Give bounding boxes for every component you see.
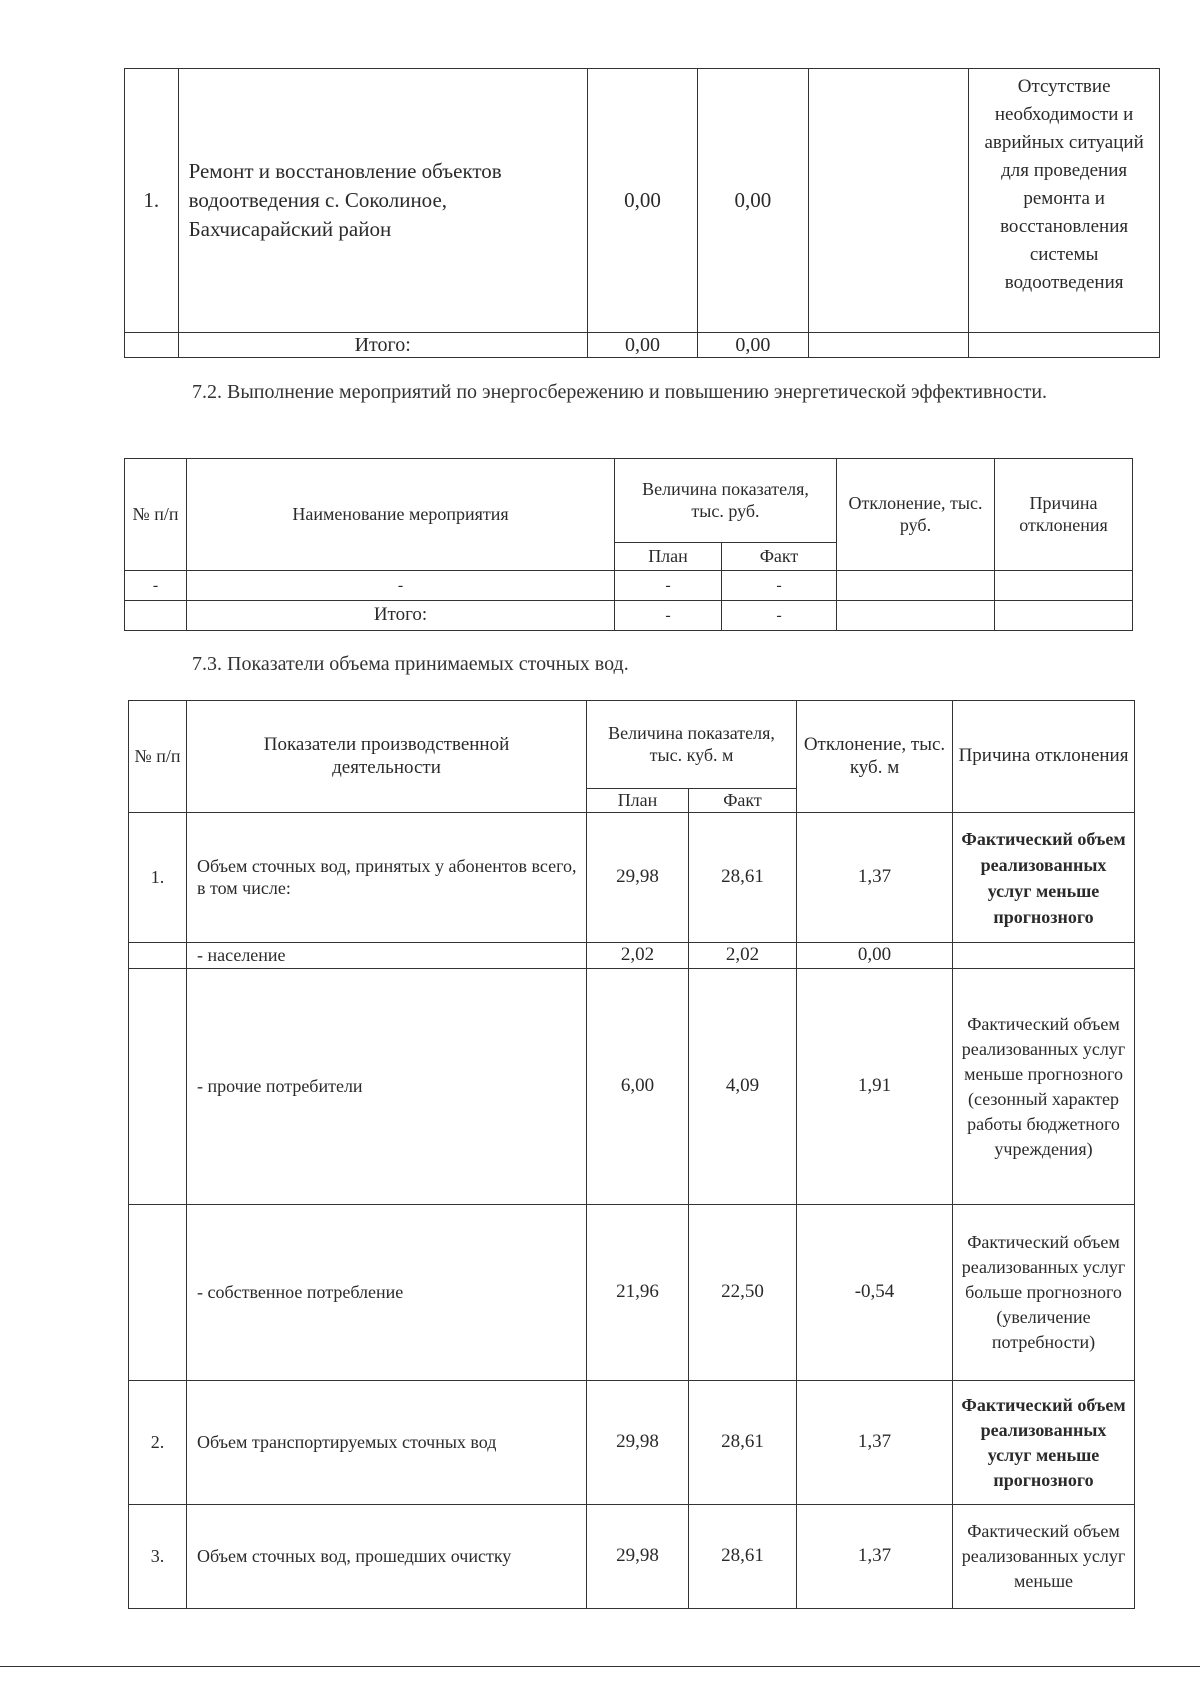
section-7-3-heading: 7.3. Показатели объема принимаемых сточных вод. <box>192 653 629 675</box>
table-row <box>129 813 1135 943</box>
row-name: - <box>187 571 615 601</box>
section-7-2-heading: 7.2. Выполнение мероприятий по энергосбережению и повышению энергетической эффективности. <box>192 381 1048 403</box>
total-label: Итого: <box>187 601 615 631</box>
row-reason: Фактический объем реализованных услуг меньше прогнозного (сезонный характер работы бюджетного учреждения) <box>953 969 1135 1205</box>
row-name: Объем сточных вод, прошедших очистку <box>187 1505 587 1609</box>
total-label: Итого: <box>178 333 587 358</box>
row-fact: 4,09 <box>689 969 797 1205</box>
row-fact: 22,50 <box>689 1205 797 1381</box>
row-name: - собственное потребление <box>187 1205 587 1381</box>
table-row <box>129 969 1135 1205</box>
energy-saving-table <box>124 458 1133 631</box>
row-deviation: 1,91 <box>797 969 953 1205</box>
row-fact: - <box>722 571 837 601</box>
row-deviation: 0,00 <box>797 943 953 969</box>
row-deviation: 1,37 <box>797 813 953 943</box>
row-reason: Фактический объем реализованных услуг меньше прогнозного <box>953 813 1135 943</box>
row-plan: 29,98 <box>587 1505 689 1609</box>
row-reason <box>995 571 1133 601</box>
row-fact: 28,61 <box>689 1381 797 1505</box>
row-fact: 28,61 <box>689 1505 797 1609</box>
row-number: 1. <box>125 69 179 333</box>
header-reason: Причина отклонения <box>953 701 1135 813</box>
row-name: Объем сточных вод, принятых у абонентов всего, в том числе: <box>187 813 587 943</box>
table-row <box>129 1505 1135 1609</box>
row-num: 1. <box>129 813 187 943</box>
row-deviation <box>837 571 995 601</box>
total-plan: - <box>615 601 722 631</box>
page-bottom-rule <box>0 1666 1200 1667</box>
row-plan: - <box>615 571 722 601</box>
row-plan: 29,98 <box>587 1381 689 1505</box>
row-reason: Фактический объем реализованных услуг больше прогнозного (увеличение потребности) <box>953 1205 1135 1381</box>
table-row <box>129 1381 1135 1505</box>
total-deviation <box>808 333 969 358</box>
header-plan: План <box>615 543 722 571</box>
plan-value: 0,00 <box>587 69 697 333</box>
table-row <box>129 943 1135 969</box>
header-deviation: Отклонение, тыс. руб. <box>837 459 995 571</box>
row-num <box>129 969 187 1205</box>
header-value: Величина показателя, тыс. руб. <box>615 459 837 543</box>
header-name: Наименование мероприятия <box>187 459 615 571</box>
row-name: Объем транспортируемых сточных вод <box>187 1381 587 1505</box>
total-spacer <box>125 601 187 631</box>
row-plan: 6,00 <box>587 969 689 1205</box>
row-plan: 21,96 <box>587 1205 689 1381</box>
total-fact: - <box>722 601 837 631</box>
row-reason: Фактический объем реализованных услуг меньше прогнозного <box>953 1381 1135 1505</box>
row-num <box>129 943 187 969</box>
row-deviation: -0,54 <box>797 1205 953 1381</box>
row-deviation: 1,37 <box>797 1505 953 1609</box>
row-plan: 2,02 <box>587 943 689 969</box>
row-reason: Фактический объем реализованных услуг меньше <box>953 1505 1135 1609</box>
header-plan: План <box>587 789 689 813</box>
header-num: № п/п <box>125 459 187 571</box>
row-fact: 2,02 <box>689 943 797 969</box>
row-deviation: 1,37 <box>797 1381 953 1505</box>
row-fact: 28,61 <box>689 813 797 943</box>
header-fact: Факт <box>689 789 797 813</box>
row-reason <box>953 943 1135 969</box>
fact-value: 0,00 <box>698 69 808 333</box>
total-spacer <box>125 333 179 358</box>
deviation-reason: Отсутствие необходимости и аврийных ситуаций для проведения ремонта и восстановления системы водоотведения <box>969 69 1160 333</box>
row-num <box>129 1205 187 1381</box>
deviation-value <box>808 69 969 333</box>
measure-name: Ремонт и восстановление объектов водоотведения с. Соколиное, Бахчисарайский район <box>178 69 587 333</box>
repair-table <box>124 68 1160 358</box>
total-plan: 0,00 <box>587 333 697 358</box>
wastewater-volume-table <box>128 700 1135 1609</box>
row-num: 2. <box>129 1381 187 1505</box>
header-deviation: Отклонение, тыс. куб. м <box>797 701 953 813</box>
header-num: № п/п <box>129 701 187 813</box>
table-row <box>129 1205 1135 1381</box>
header-reason: Причина отклонения <box>995 459 1133 571</box>
row-plan: 29,98 <box>587 813 689 943</box>
row-num: - <box>125 571 187 601</box>
total-reason <box>995 601 1133 631</box>
row-name: - население <box>187 943 587 969</box>
total-deviation <box>837 601 995 631</box>
header-fact: Факт <box>722 543 837 571</box>
row-num: 3. <box>129 1505 187 1609</box>
header-name: Показатели производственной деятельности <box>187 701 587 813</box>
total-fact: 0,00 <box>698 333 808 358</box>
header-value: Величина показателя, тыс. куб. м <box>587 701 797 789</box>
total-reason <box>969 333 1160 358</box>
row-name: - прочие потребители <box>187 969 587 1205</box>
